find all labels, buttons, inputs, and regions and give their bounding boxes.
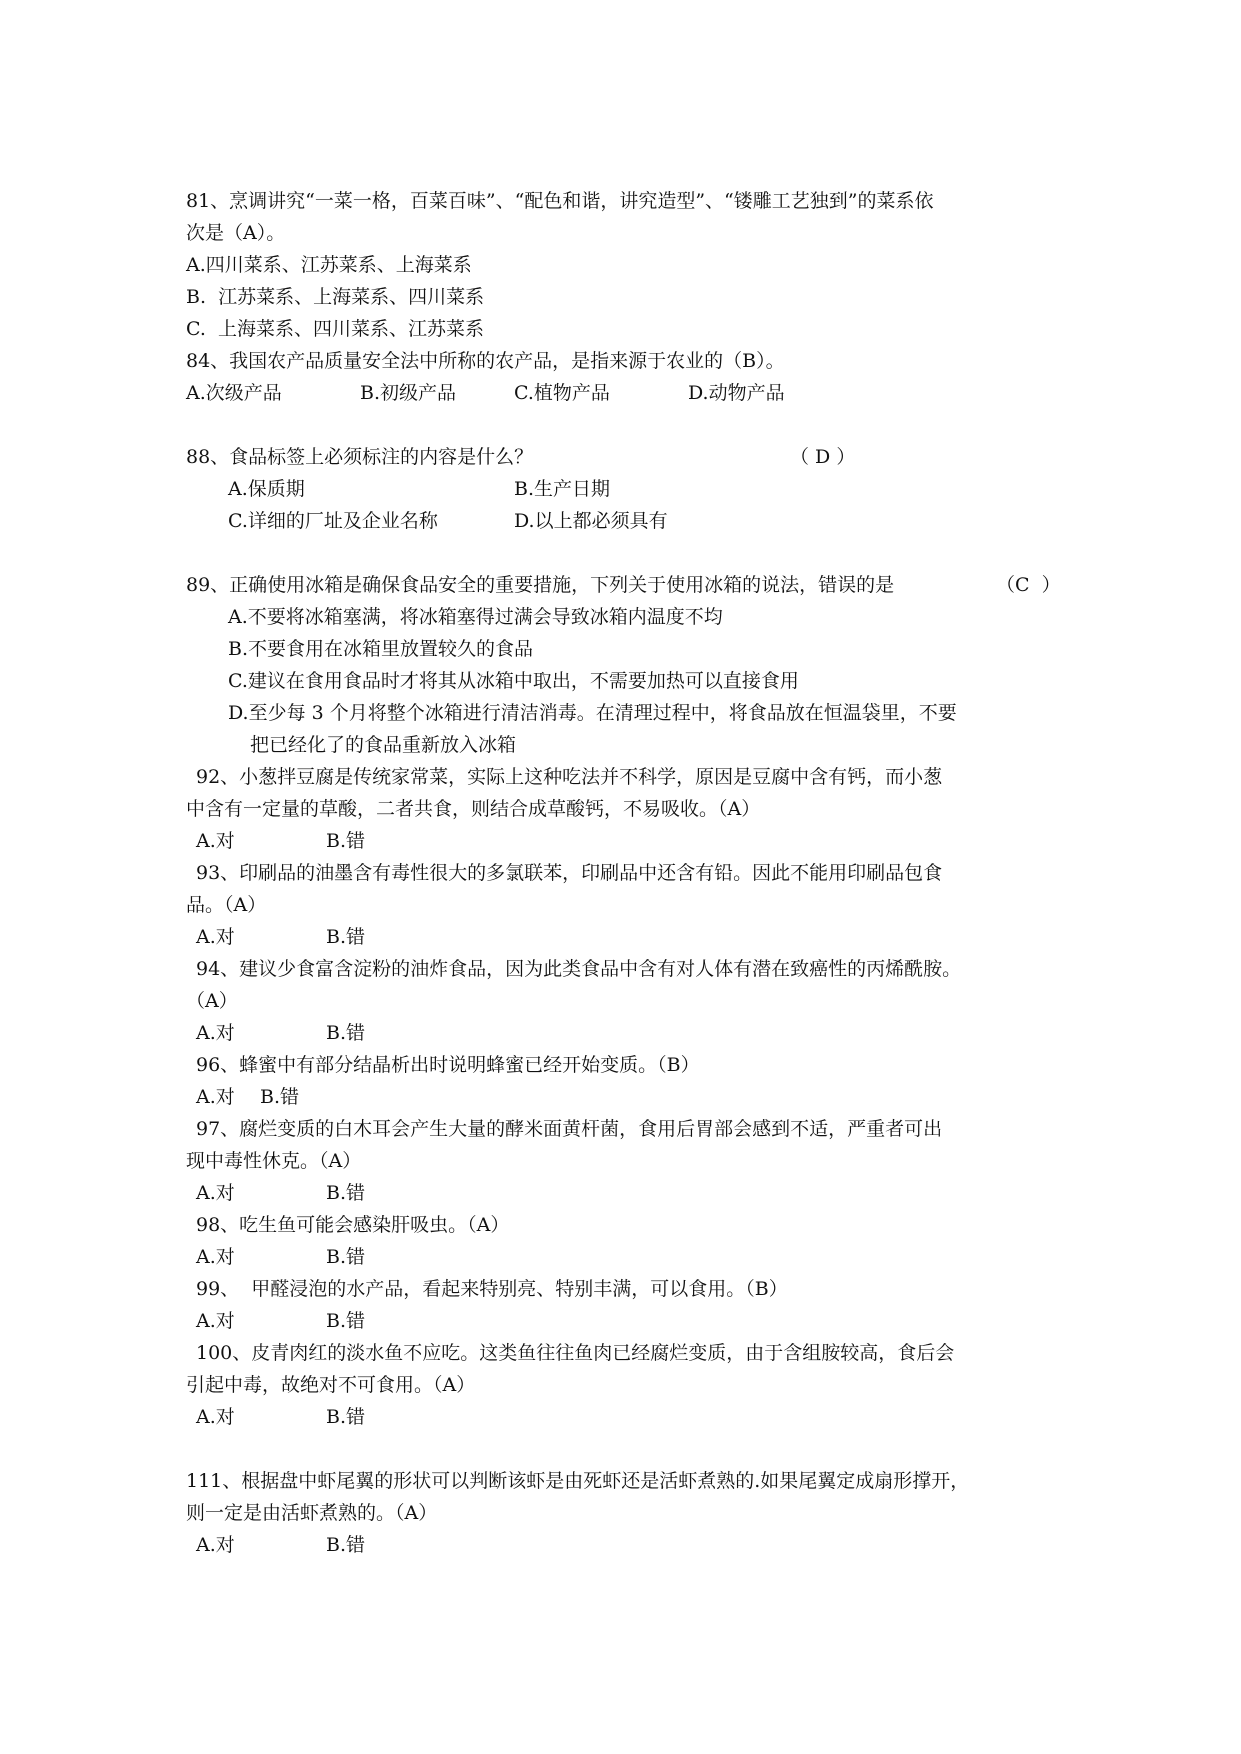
question-111-line-2: 则一定是由活虾煮熟的。（A） — [186, 1502, 438, 1524]
question-81-option-c: C. 上海菜系、四川菜系、江苏菜系 — [186, 318, 484, 340]
question-111-option-a: A.对 — [196, 1534, 235, 1556]
question-88-option-b: B.生产日期 — [514, 478, 611, 500]
question-100-line-2: 引起中毒，故绝对不可食用。（A） — [186, 1374, 476, 1396]
question-94-option-a: A.对 — [196, 1022, 235, 1044]
question-81-option-b: B. 江苏菜系、上海菜系、四川菜系 — [186, 286, 485, 308]
question-97-line-2: 现中毒性休克。（A） — [186, 1150, 362, 1172]
question-84-option-a: A.次级产品 — [186, 382, 282, 404]
question-99-line-1: 99、 甲醛浸泡的水产品，看起来特别亮、特别丰满，可以食用。（B） — [196, 1278, 788, 1300]
question-96-line-1: 96、蜂蜜中有部分结晶析出时说明蜂蜜已经开始变质。（B） — [196, 1054, 700, 1076]
question-100-option-a: A.对 — [196, 1406, 235, 1428]
question-92-line-2: 中含有一定量的草酸，二者共食，则结合成草酸钙，不易吸收。（A） — [186, 798, 761, 820]
question-99-option-b: B.错 — [326, 1310, 366, 1332]
question-88-line-1: 88、食品标签上必须标注的内容是什么？ — [186, 446, 534, 468]
question-98-line-1: 98、吃生鱼可能会感染肝吸虫。（A） — [196, 1214, 510, 1236]
question-93-line-2: 品。（A） — [186, 894, 267, 916]
question-89-answer: （C ） — [996, 574, 1061, 596]
question-93-option-b: B.错 — [326, 926, 366, 948]
question-98-option-b: B.错 — [326, 1246, 366, 1268]
question-97-option-b: B.错 — [326, 1182, 366, 1204]
question-111-line-1: 111、根据盘中虾尾翼的形状可以判断该虾是由死虾还是活虾煮熟的.如果尾翼定成扇形撑开， — [186, 1470, 970, 1492]
question-89-line-1: 89、正确使用冰箱是确保食品安全的重要措施，下列关于使用冰箱的说法，错误的是 — [186, 574, 895, 596]
question-92-option-a: A.对 — [196, 830, 235, 852]
question-100-option-b: B.错 — [326, 1406, 366, 1428]
question-89-option-d-cont: 把已经化了的食品重新放入冰箱 — [250, 734, 517, 756]
question-81-option-a: A.四川菜系、江苏菜系、上海菜系 — [186, 254, 472, 276]
question-88-option-c: C.详细的厂址及企业名称 — [228, 510, 438, 532]
question-93-line-1: 93、印刷品的油墨含有毒性很大的多氯联苯，印刷品中还含有铅。因此不能用印刷品包食 — [196, 862, 943, 884]
question-94-line-2: （A） — [186, 990, 238, 1012]
question-92-option-b: B.错 — [326, 830, 366, 852]
question-98-option-a: A.对 — [196, 1246, 235, 1268]
question-89-option-b: B.不要食用在冰箱里放置较久的食品 — [228, 638, 534, 660]
question-111-option-b: B.错 — [326, 1534, 366, 1556]
question-100-line-1: 100、皮青肉红的淡水鱼不应吃。这类鱼往往鱼肉已经腐烂变质，由于含组胺较高，食后会 — [196, 1342, 955, 1364]
question-94-line-1: 94、建议少食富含淀粉的油炸食品，因为此类食品中含有对人体有潜在致癌性的丙烯酰胺。 — [196, 958, 962, 980]
question-81-line-1: 81、烹调讲究“一菜一格，百菜百味”、“配色和谐，讲究造型”、“镂雕工艺独到”的菜系依 — [186, 190, 934, 212]
question-89-option-c: C.建议在食用食品时才将其从冰箱中取出，不需要加热可以直接食用 — [228, 670, 799, 692]
question-84-option-d: D.动物产品 — [688, 382, 785, 404]
question-93-option-a: A.对 — [196, 926, 235, 948]
question-88-answer: （ D ） — [790, 446, 856, 468]
question-99-option-a: A.对 — [196, 1310, 235, 1332]
question-81-line-2: 次是（A）。 — [186, 222, 286, 244]
question-97-option-a: A.对 — [196, 1182, 235, 1204]
question-97-line-1: 97、腐烂变质的白木耳会产生大量的酵米面黄杆菌，食用后胃部会感到不适，严重者可出 — [196, 1118, 943, 1140]
question-94-option-b: B.错 — [326, 1022, 366, 1044]
question-88-option-a: A.保质期 — [228, 478, 305, 500]
question-84-option-c: C.植物产品 — [514, 382, 610, 404]
question-89-option-a: A.不要将冰箱塞满，将冰箱塞得过满会导致冰箱内温度不均 — [228, 606, 723, 628]
question-88-option-d: D.以上都必须具有 — [514, 510, 668, 532]
question-96-option-a: A.对 — [196, 1086, 235, 1108]
question-84-option-b: B.初级产品 — [360, 382, 457, 404]
question-84-line-1: 84、我国农产品质量安全法中所称的农产品，是指来源于农业的（B）。 — [186, 350, 785, 372]
question-92-line-1: 92、小葱拌豆腐是传统家常菜，实际上这种吃法并不科学，原因是豆腐中含有钙，而小葱 — [196, 766, 943, 788]
question-89-option-d: D.至少每 3 个月将整个冰箱进行清洁消毒。在清理过程中，将食品放在恒温袋里，不要 — [228, 702, 957, 724]
question-96-option-b: B.错 — [260, 1086, 300, 1108]
